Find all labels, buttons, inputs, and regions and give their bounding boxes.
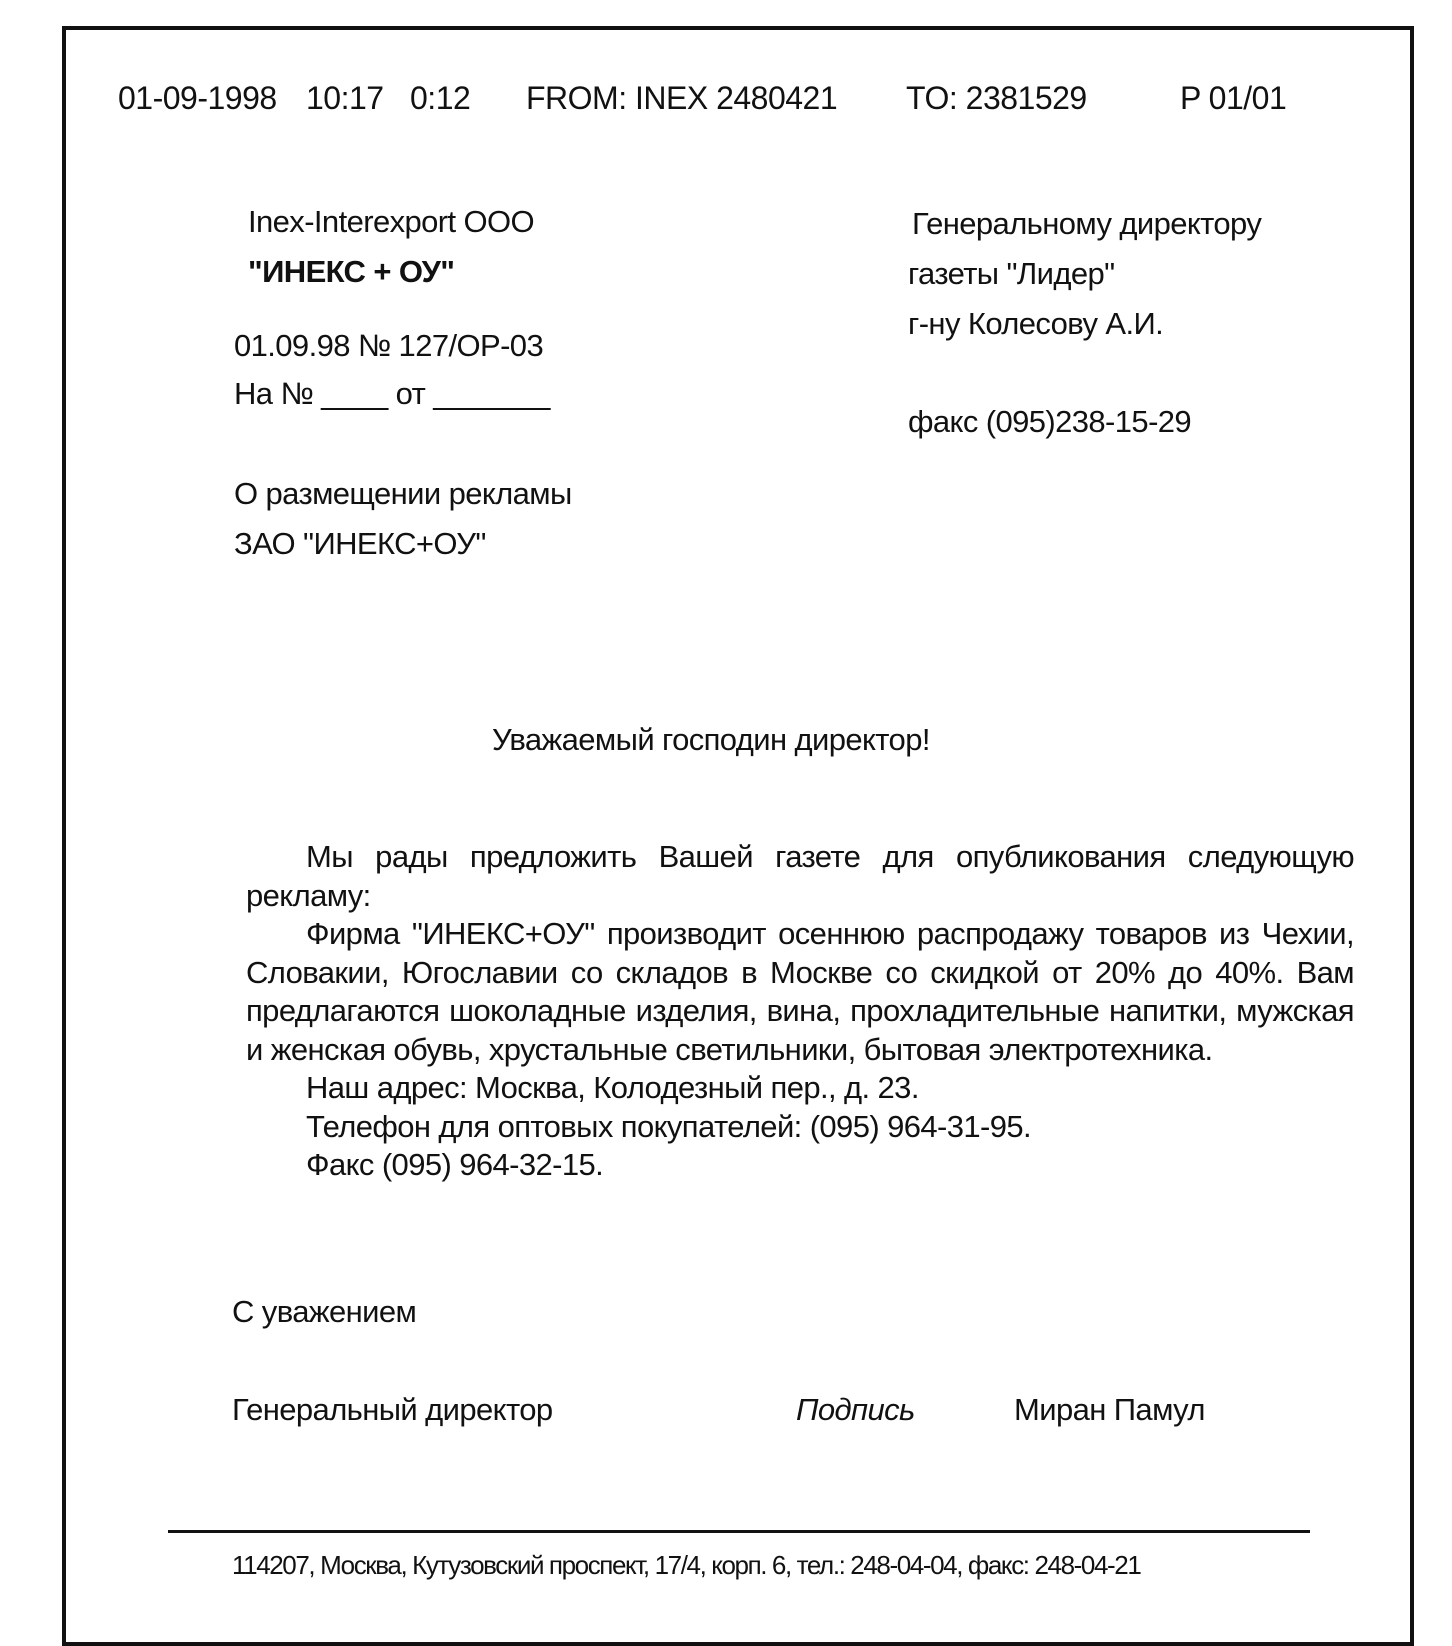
sender-company-cyrillic: "ИНЕКС + ОУ": [248, 254, 455, 289]
subject-line1: О размещении рекламы: [234, 476, 572, 511]
salutation: Уважаемый господин директор!: [492, 722, 930, 757]
recipient-line1: Генеральному директору: [912, 206, 1262, 241]
fax-header-date: 01-09-1998: [118, 80, 277, 116]
recipient-line3: г-ну Колесову А.И.: [908, 306, 1164, 341]
body-address: Наш адрес: Москва, Колодезный пер., д. 23.: [306, 1070, 919, 1105]
fax-header-from: FROM: INEX 2480421: [526, 80, 838, 116]
letter-body: [246, 838, 1354, 1185]
sender-ref-number: 01.09.98 № 127/ОР-03: [234, 328, 544, 363]
sender-reply-to: На № ____ от _______: [234, 376, 550, 411]
recipient-fax: факс (095)238-15-29: [908, 404, 1192, 439]
signature-title: Генеральный директор: [232, 1392, 553, 1427]
fax-header-time: 10:17: [306, 80, 384, 116]
closing: С уважением: [232, 1294, 417, 1329]
subject-line2: ЗАО "ИНЕКС+ОУ": [234, 526, 486, 561]
body-fax: Факс (095) 964-32-15.: [306, 1147, 604, 1182]
signature-mark: Подпись: [796, 1392, 915, 1427]
body-paragraph-2: Фирма "ИНЕКС+ОУ" производит осеннюю распродажу товаров из Чехии, Словакии, Югославии со складов в Москве со скидкой от 20% до 40%. Вам предлагаются шоколадные изделия, вина, прохладительные напитки, мужская и женская обувь, хрустальные светильники, бытовая электротехника.: [246, 916, 1354, 1067]
body-paragraph-1: Мы рады предложить Вашей газете для опубликования следующую рекламу:: [246, 839, 1354, 913]
fax-header-duration: 0:12: [410, 80, 471, 116]
recipient-line2: газеты "Лидер": [908, 256, 1115, 291]
sender-company-latin: Inex-Interexport OOO: [248, 204, 535, 239]
body-phone: Телефон для оптовых покупателей: (095) 964-31-95.: [306, 1108, 1032, 1144]
signature-name: Миран Памул: [1014, 1392, 1205, 1427]
fax-header-page: P 01/01: [1180, 80, 1287, 116]
footer-address: 114207, Москва, Кутузовский проспект, 17/4, корп. 6, тел.: 248-04-04, факс: 248-04-21: [232, 1550, 1141, 1580]
fax-header-to: TO: 2381529: [906, 80, 1087, 116]
footer-divider: [168, 1530, 1310, 1533]
